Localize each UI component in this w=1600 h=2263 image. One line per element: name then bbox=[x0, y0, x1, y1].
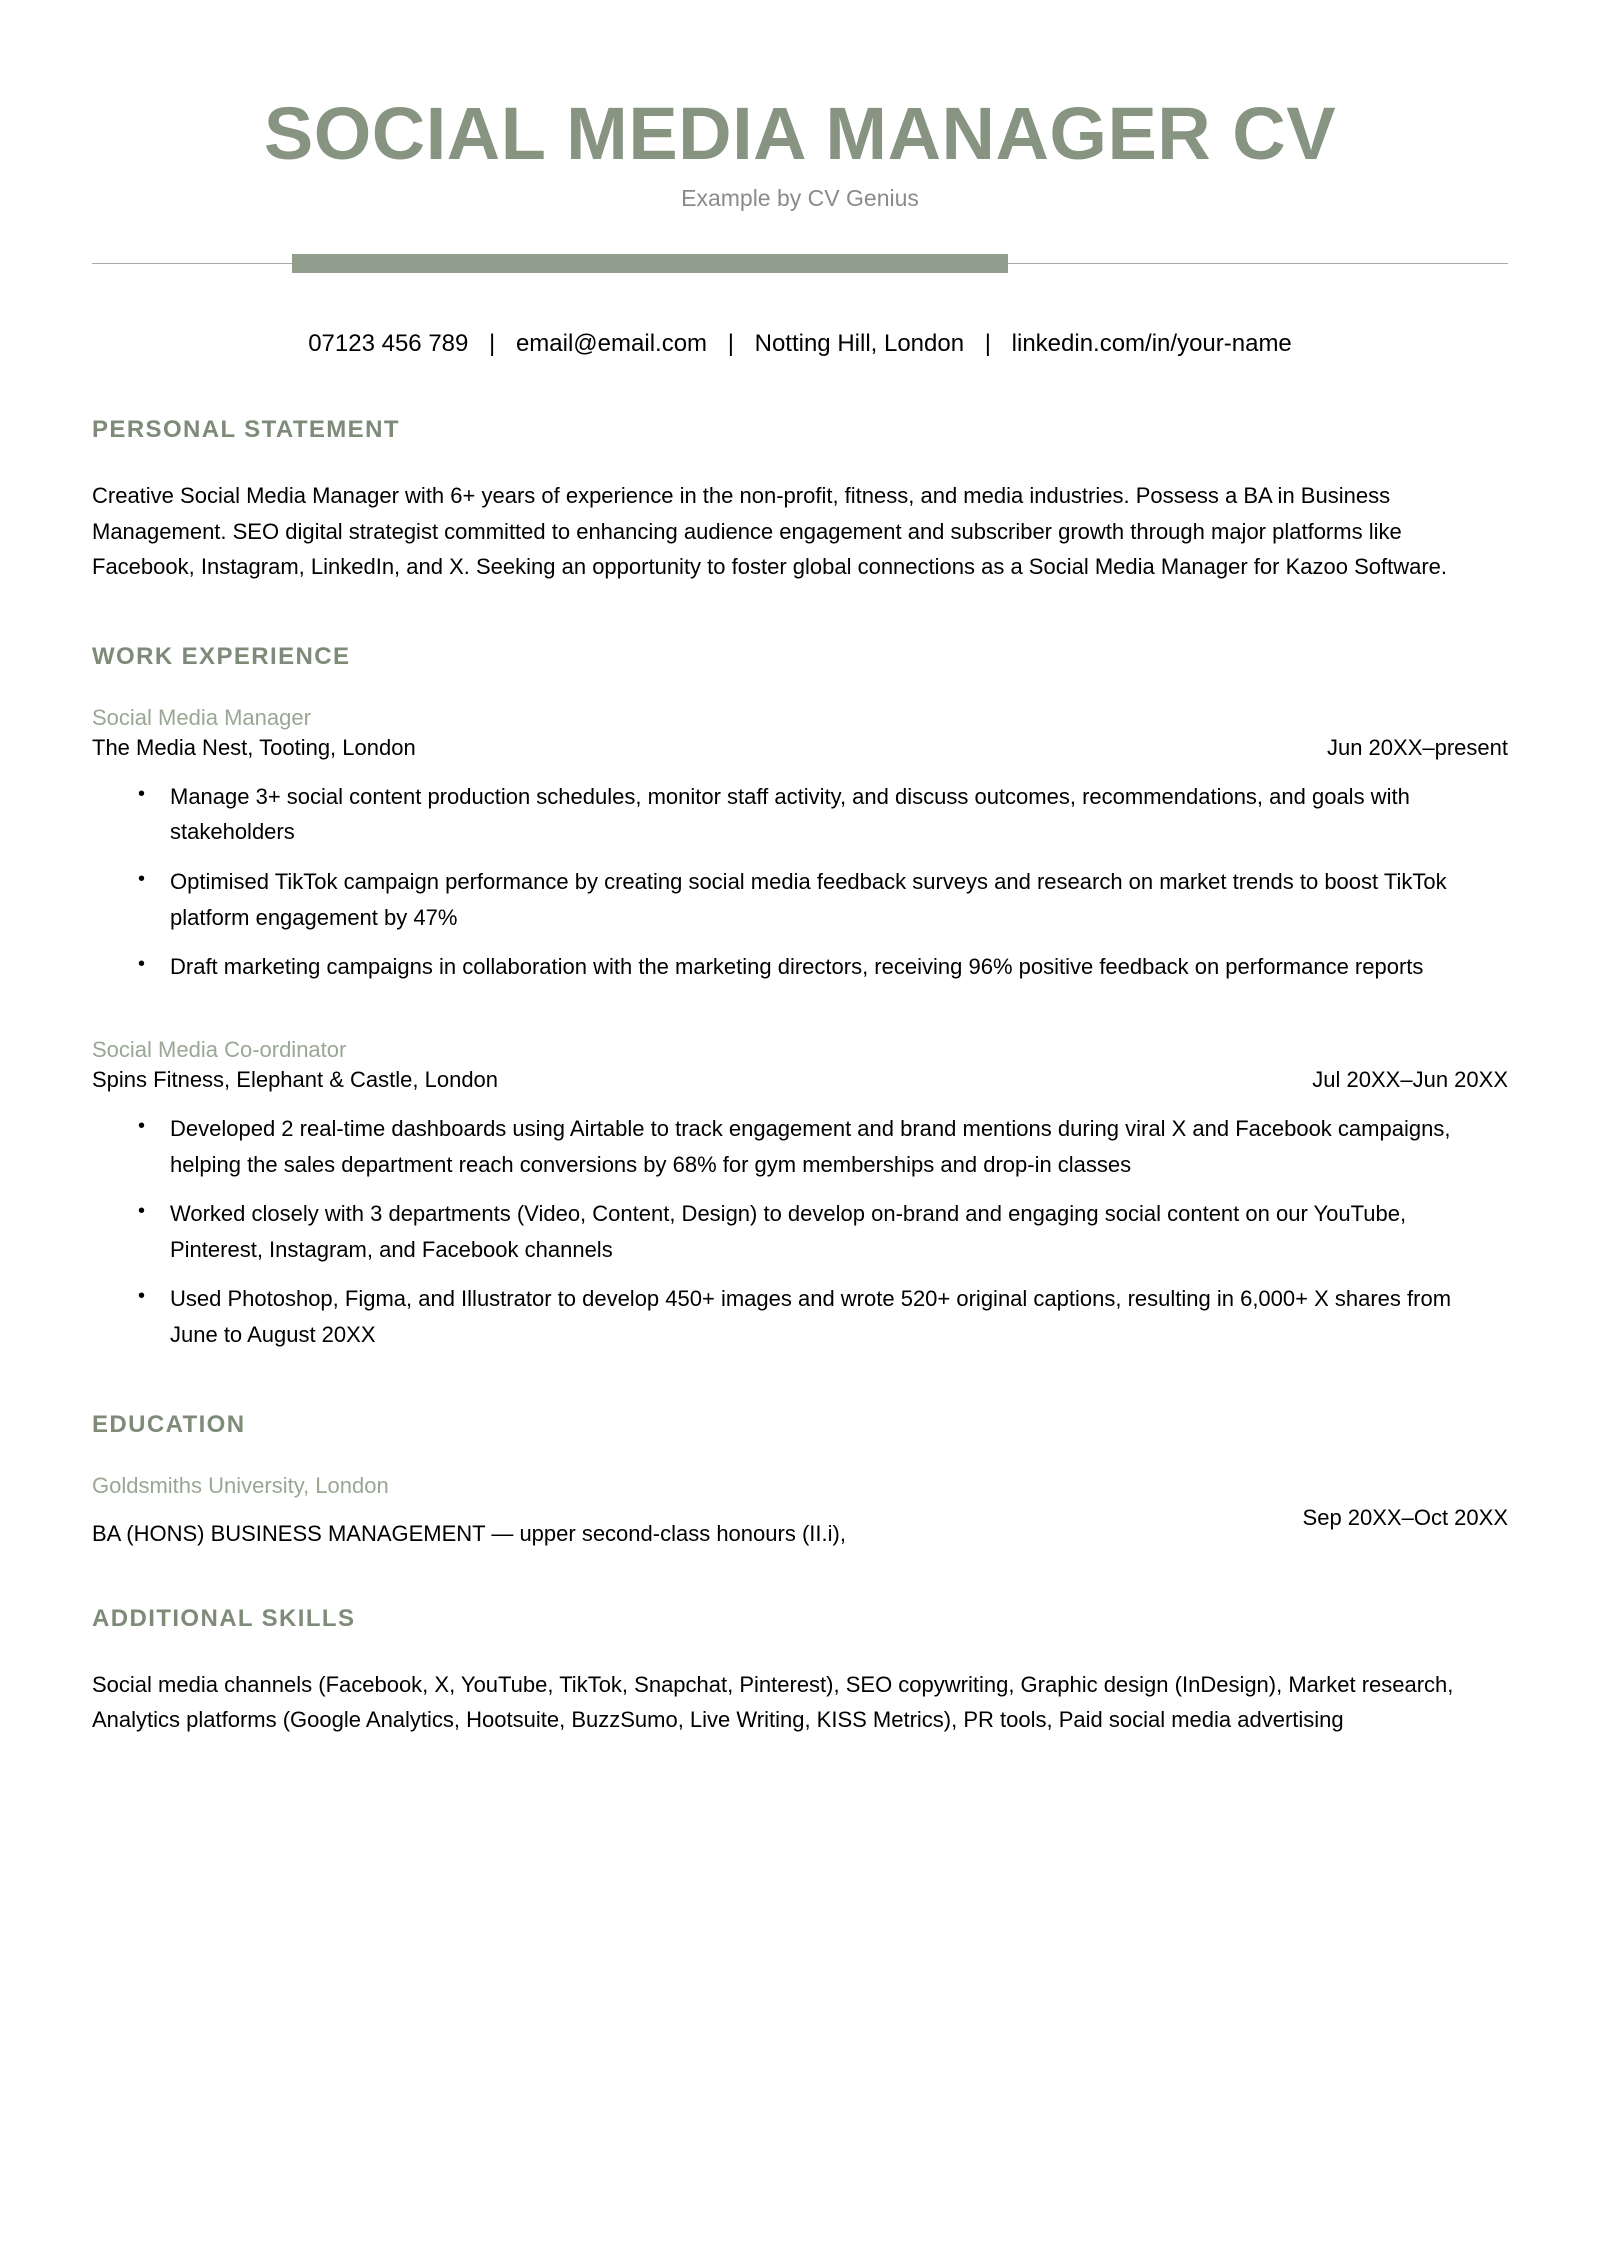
experience-entry bbox=[92, 1037, 1508, 1353]
contact-location: Notting Hill, London bbox=[754, 329, 965, 357]
cv-header bbox=[92, 0, 1508, 212]
experience-organisation: The Media Nest, Tooting, London bbox=[92, 734, 416, 760]
list-item: • Draft marketing campaigns in collaboration with the marketing directors, receiving 96% positive feedback on performance reports bbox=[138, 949, 1508, 985]
section-heading-personal-statement: PERSONAL STATEMENT bbox=[92, 415, 400, 443]
list-item: • Manage 3+ social content production schedules, monitor staff activity, and discuss outcomes, recommendations, and goals with stakeholders bbox=[138, 779, 1508, 850]
experience-bullet-list bbox=[92, 1111, 1508, 1353]
list-item: • Worked closely with 3 departments (Video, Content, Design) to develop on-brand and engaging social content on our YouTube, Pinterest, Instagram, and Facebook channels bbox=[138, 1196, 1508, 1267]
contact-phone: 07123 456 789 bbox=[308, 329, 469, 357]
section-heading-work-experience: WORK EXPERIENCE bbox=[92, 642, 351, 670]
experience-date: Jun 20XX–present bbox=[1326, 734, 1508, 760]
education-degree: BA (HONS) BUSINESS MANAGEMENT — upper second-class honours (II.i), bbox=[92, 1520, 846, 1546]
experience-job-title: Social Media Manager bbox=[92, 704, 311, 730]
experience-entry bbox=[92, 705, 1508, 985]
section-heading-additional-skills: ADDITIONAL SKILLS bbox=[92, 1604, 356, 1632]
experience-job-title: Social Media Co-ordinator bbox=[92, 1036, 347, 1062]
list-item: • Optimised TikTok campaign performance by creating social media feedback surveys and research on market trends to boost TikTok platform engagement by 47% bbox=[138, 864, 1508, 935]
education-meta-row bbox=[92, 1504, 1508, 1547]
personal-statement-text: Creative Social Media Manager with 6+ years of experience in the non-profit, fitness, and media industries. Possess a BA in Business Management. SEO digital strategist committed to enhancing audience engagement and subscriber growth through major platforms like Facebook, Instagram, LinkedIn, and X. Seeking an opportunity to foster global connections as a Social Media Manager for Kazoo Software. bbox=[92, 482, 1448, 580]
experience-meta-row bbox=[92, 1067, 1508, 1093]
section-work-experience bbox=[92, 643, 1508, 1353]
list-item: • Developed 2 real-time dashboards using Airtable to track engagement and brand mentions during viral X and Facebook campaigns, helping the sales department reach conversions by 68% for gym memberships and drop-in classes bbox=[138, 1111, 1508, 1182]
contact-separator: | bbox=[489, 329, 496, 357]
contact-separator: | bbox=[727, 329, 734, 357]
header-divider bbox=[92, 246, 1508, 282]
education-school: Goldsmiths University, London bbox=[92, 1472, 389, 1498]
section-additional-skills bbox=[92, 1605, 1508, 1738]
contact-linkedin[interactable]: linkedin.com/in/your-name bbox=[1011, 329, 1292, 357]
divider-accent-bar bbox=[292, 254, 1008, 273]
page-title: SOCIAL MEDIA MANAGER CV bbox=[263, 92, 1337, 175]
additional-skills-text: Social media channels (Facebook, X, YouTube, TikTok, Snapchat, Pinterest), SEO copywriting, Graphic design (InDesign), Market research, Analytics platforms (Google Analytics, Hootsuite, BuzzSumo, Live Writing, KISS Metrics), PR tools, Paid social media advertising bbox=[92, 1671, 1454, 1733]
experience-date: Jul 20XX–Jun 20XX bbox=[1312, 1066, 1508, 1092]
page-subtitle: Example by CV Genius bbox=[681, 184, 919, 211]
section-heading-education: EDUCATION bbox=[92, 1410, 246, 1438]
contact-email[interactable]: email@email.com bbox=[515, 329, 708, 357]
contact-separator: | bbox=[984, 329, 991, 357]
section-personal-statement bbox=[92, 416, 1508, 585]
experience-organisation: Spins Fitness, Elephant & Castle, London bbox=[92, 1066, 499, 1092]
list-item: • Used Photoshop, Figma, and Illustrator to develop 450+ images and wrote 520+ original captions, resulting in 6,000+ X shares from June to August 20XX bbox=[138, 1281, 1508, 1352]
experience-meta-row bbox=[92, 735, 1508, 761]
contact-line bbox=[92, 330, 1508, 358]
education-date: Sep 20XX–Oct 20XX bbox=[1302, 1504, 1508, 1530]
experience-bullet-list bbox=[92, 779, 1508, 985]
section-education bbox=[92, 1411, 1508, 1547]
